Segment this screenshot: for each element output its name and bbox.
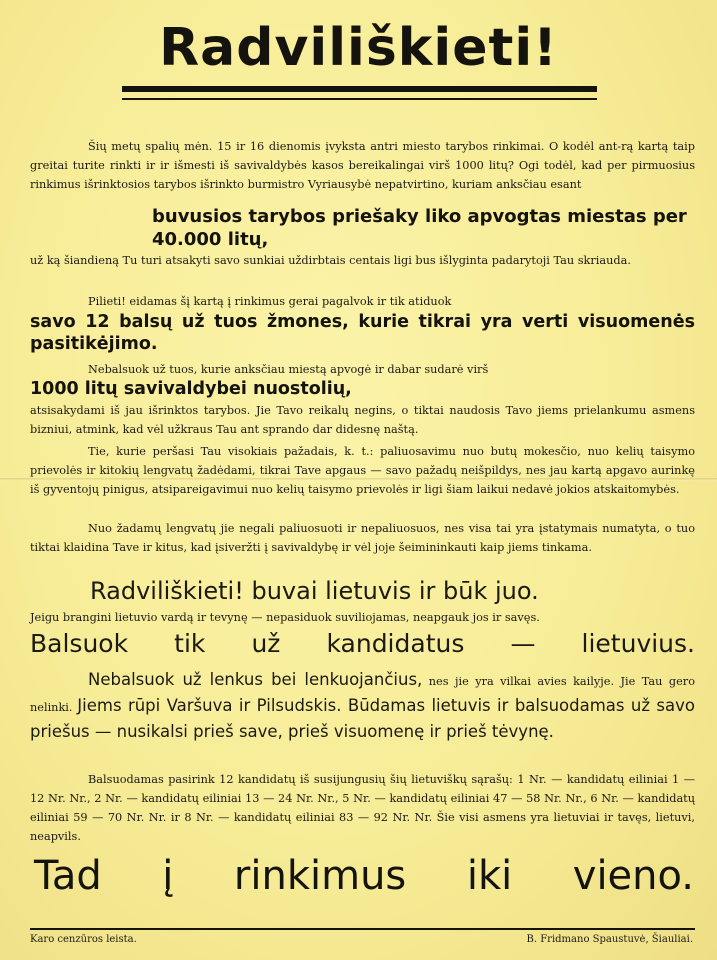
dont-vote-poles-phrase: Nebalsuok už lenkus bei lenkuojančius,	[88, 670, 423, 689]
censorship-note: Karo cenzūros leista.	[30, 934, 137, 945]
be-lithuanian-slogan: Radviliškieti! buvai lietuvis ir būk juo.	[90, 577, 539, 605]
benefits-paragraph: Nuo žadamų lengvatų jie negali paliuosuoti ir nepaliuosuos, nes visa tai yra įstatymais numatyta, o tuo tiktai klaidina Tave ir kitus, kad įsiveržti į savivaldybę ir vėl joje šeimininkauti kaip jiems tinkama.	[30, 522, 695, 554]
homeland-paragraph: Jeigu brangini lietuvio vardą ir tevynę — nepasiduok suviliojamas, neapgauk jos ir savęs.	[30, 611, 540, 624]
warsaw-phrase: Jiems rūpi Varšuva ir Pilsudskis. Būdamas lietuvis ir balsuodamas už savo priešus — nusikalsi prieš save, prieš visuomenę ir prieš tėvynę.	[30, 696, 695, 741]
poles-warning-paragraph	[30, 668, 695, 746]
burden-paragraph: už ką šiandieną Tu turi atsakyti savo sunkiai uždirbtais centais ligi bus išlyginta padarytoji Tau skriauda.	[30, 254, 631, 267]
final-call-slogan: Tad į rinkimus iki vieno.	[34, 853, 694, 899]
candidate-lists-paragraph: Balsuodamas pasirink 12 kandidatų iš susijungusių šių lietuviškų sąrašų: 1 Nr. — kandidatų eiliniai 1 — 12 Nr. Nr., 2 Nr. — kandidatų eiliniai 13 — 24 Nr. Nr., 5 Nr. — kandidatų eiliniai 47 — 58 Nr. Nr., 6 Nr. — kandidatų eiliniai 59 — 70 Nr. Nr. ir 8 Nr. — kandidatų eiliniai 83 — 92 Nr. Nr. Šie visi asmens yra lietuviai ir tavęs, lietuvi, neapvils.	[30, 773, 695, 843]
footer-rule	[30, 928, 695, 930]
promises-paragraph: Tie, kurie peršasi Tau visokiais pažadais, k. t.: paliuosavimu nuo butų mokesčio, nuo kelių taisymo prievolės ir kitokių lengvatų žadėdami, tikrai Tave apgaus — savo pažadų neišpildys, nes jau kartą apgavo aurinkę iš gyventojų pinigus, atsipareigavimui nuo kelių taisymo prievolės ir ligi šiam laikui nedavė jokios atskaitomybės.	[30, 445, 695, 496]
twelve-votes-headline: savo 12 balsų už tuos žmones, kurie tikrai yra verti visuomenės pasitikėjimo.	[30, 312, 695, 354]
dont-vote-thieves-paragraph: Nebalsuok už tuos, kurie anksčiau miestą apvogė ir dabar sudarė virš	[88, 363, 489, 376]
losses-headline: 1000 litų savivaldybei nuostolių,	[30, 379, 352, 399]
stolen-city-headline: buvusios tarybos priešaky liko apvogtas miestas per 40.000 litų,	[152, 206, 687, 250]
wolves-phrase: nes jie yra vilkai avies kailyje. Jie Tau gero nelinki.	[30, 675, 695, 714]
intro-paragraph: Šių metų spalių mėn. 15 ir 16 dienomis įvyksta antri miesto tarybos rinkimai. O kodėl ant-rą kartą taip greitai turite rinkti ir ir išmesti iš savivaldybės kasos bereikalingai virš 1000 litų? Ogi todėl, kad per pirmuosius rinkimus išrinktosios tarybos išrinkto burmistro Vyriausybė nepatvirtino, kuriam anksčiau esant	[30, 140, 695, 191]
poster-title: Radviliškieti!	[159, 18, 558, 78]
title-underline	[122, 86, 597, 100]
vote-lithuanians-slogan: Balsuok tik už kandidatus — lietuvius.	[30, 629, 695, 658]
resignation-paragraph: atsisakydami iš jau išrinktos tarybos. Jie Tavo reikalų negins, o tiktai naudosis Tavo jiems prielankumu asmens bizniui, atmink, kad vėl užkraus Tau ant sprando dar didesnę naštą.	[30, 404, 695, 436]
printer-imprint: B. Fridmano Spaustuvė, Šiauliai.	[526, 934, 693, 945]
citizen-paragraph: Pilieti! eidamas šį kartą į rinkimus gerai pagalvok ir tik atiduok	[88, 295, 452, 308]
